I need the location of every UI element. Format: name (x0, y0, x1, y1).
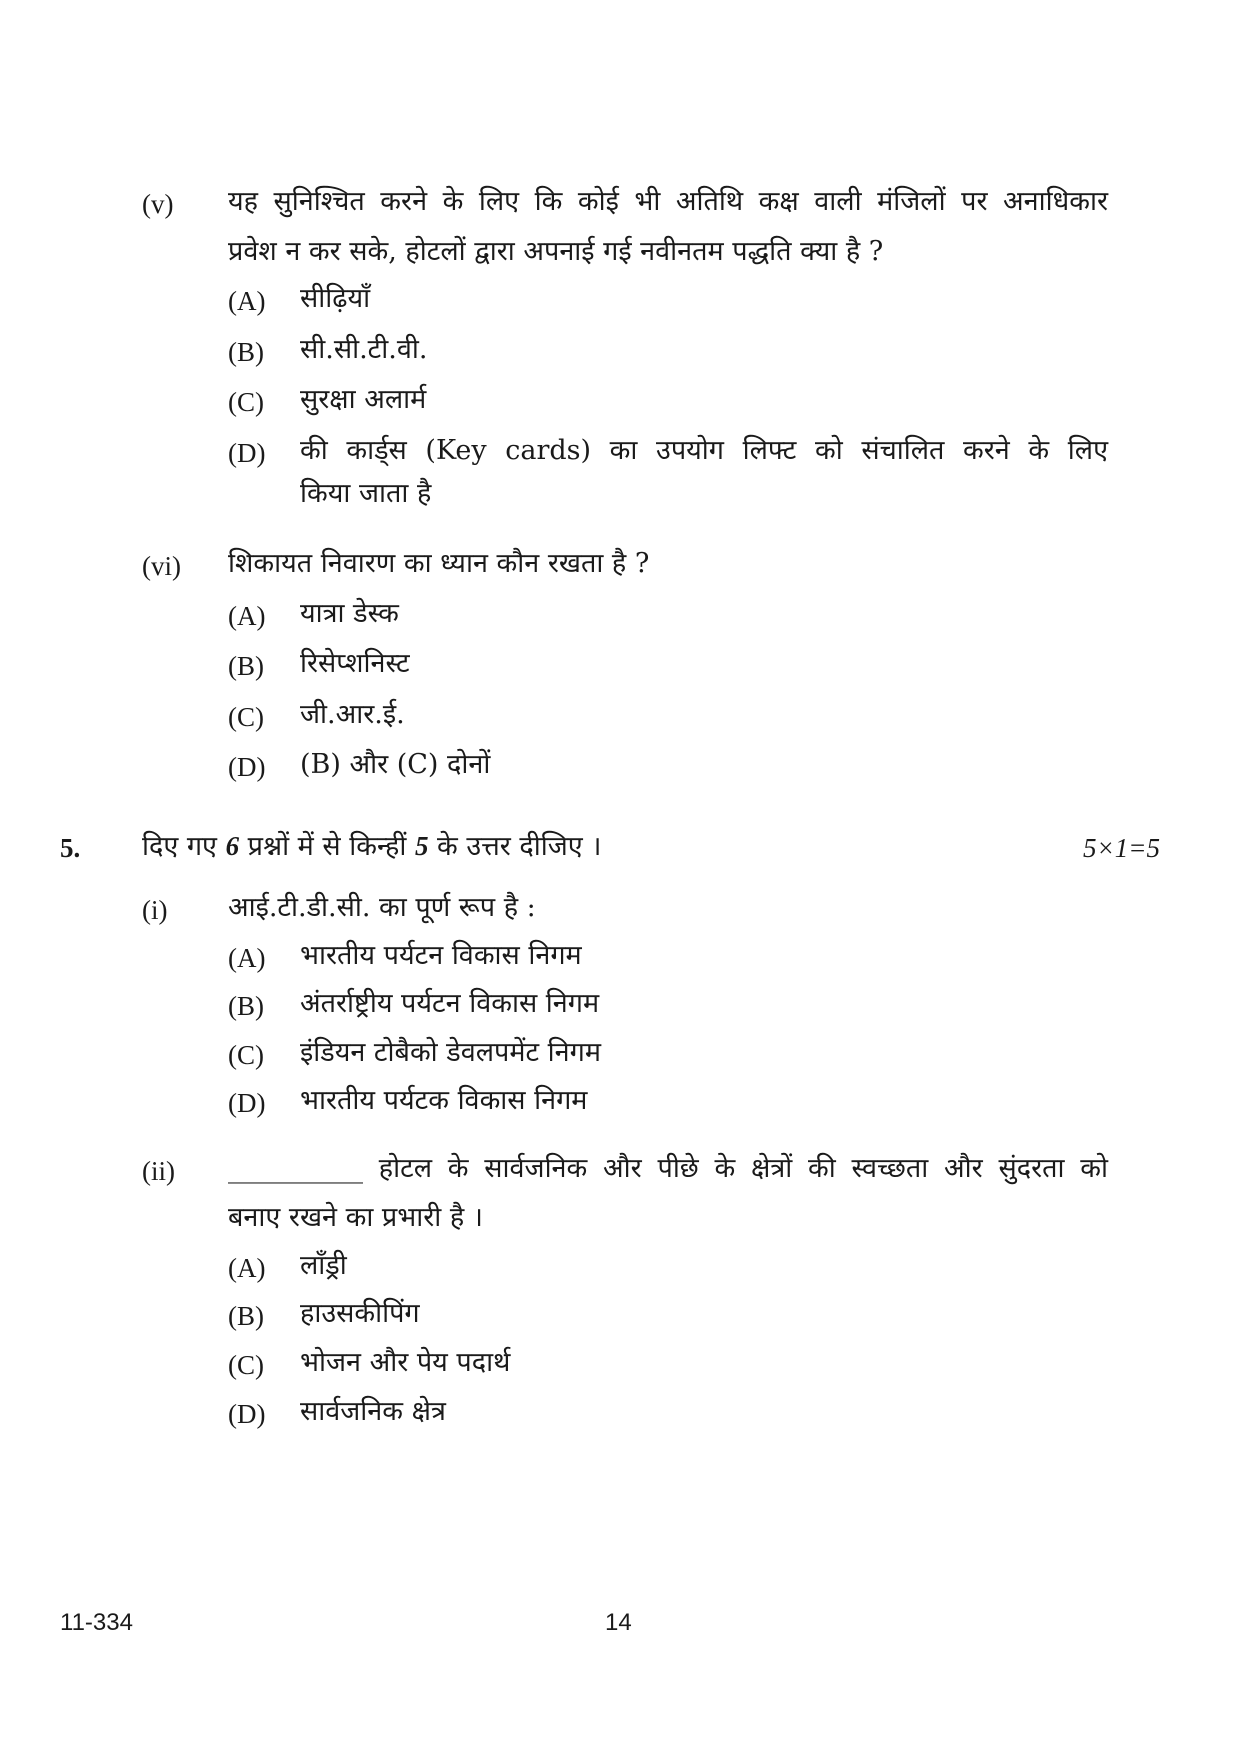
option-text: रिसेप्शनिस्ट (300, 648, 410, 679)
option-label: (D) (228, 752, 266, 782)
question-number: (i) (142, 895, 168, 925)
option-text: सार्वजनिक क्षेत्र (300, 1396, 446, 1427)
question-number: (vi) (142, 551, 181, 581)
option-text: सी.सी.टी.वी. (300, 334, 428, 365)
option-text: इंडियन टोबैको डेवलपमेंट निगम (300, 1037, 602, 1068)
option-label: (D) (228, 438, 266, 468)
option-text: यात्रा डेस्क (300, 598, 399, 629)
question-number: (ii) (142, 1156, 175, 1186)
option-label: (A) (228, 1253, 266, 1283)
option-label: (A) (228, 286, 266, 316)
question-text: __________ होटल के सार्वजनिक और पीछे के क्षेत्रों की स्वच्छता और सुंदरता को (228, 1153, 1108, 1184)
question-text: शिकायत निवारण का ध्यान कौन रखता है ? (228, 548, 650, 579)
question-text: बनाए रखने का प्रभारी है । (228, 1202, 484, 1233)
option-text: किया जाता है (300, 478, 432, 509)
option-text: जी.आर.ई. (300, 699, 405, 730)
question-heading-text: प्रश्नों में से किन्हीं (239, 831, 415, 862)
option-text: (B) और (C) दोनों (300, 749, 491, 780)
option-text: भारतीय पर्यटन विकास निगम (300, 940, 582, 971)
paper-code: 11-334 (60, 1609, 133, 1636)
option-label: (C) (228, 1350, 264, 1380)
question-count: 6 (225, 831, 240, 861)
option-text: सुरक्षा अलार्म (300, 384, 427, 415)
option-label: (D) (228, 1088, 266, 1118)
option-text: सीढ़ियाँ (300, 283, 371, 314)
question-number: 5. (60, 833, 81, 863)
question-text: यह सुनिश्चित करने के लिए कि कोई भी अतिथि कक्ष वाली मंजिलों पर अनाधिकार (228, 186, 1108, 217)
option-text: भोजन और पेय पदार्थ (300, 1347, 511, 1378)
option-label: (C) (228, 702, 264, 732)
option-text: हाउसकीपिंग (300, 1298, 420, 1329)
option-text: लाँड्री (300, 1250, 347, 1281)
question-number: (v) (142, 189, 174, 219)
question-heading-text: के उत्तर दीजिए । (428, 831, 602, 862)
question-text: आई.टी.डी.सी. का पूर्ण रूप है : (228, 892, 536, 923)
option-label: (B) (228, 651, 264, 681)
answer-count: 5 (414, 831, 429, 861)
question-heading-text: दिए गए (142, 831, 226, 862)
option-label: (B) (228, 1301, 264, 1331)
option-label: (A) (228, 943, 266, 973)
option-text: अंतर्राष्ट्रीय पर्यटन विकास निगम (300, 988, 600, 1019)
option-label: (B) (228, 991, 264, 1021)
marks-allotment: 5×1=5 (1083, 833, 1160, 863)
option-label: (D) (228, 1399, 266, 1429)
page-number: 14 (605, 1609, 632, 1636)
question-heading (142, 828, 602, 865)
option-label: (C) (228, 1040, 264, 1070)
option-label: (B) (228, 337, 264, 367)
option-text: की कार्ड्स (Key cards) का उपयोग लिफ्ट को संचालित करने के लिए (300, 435, 1108, 466)
option-label: (C) (228, 387, 264, 417)
option-label: (A) (228, 601, 266, 631)
option-text: भारतीय पर्यटक विकास निगम (300, 1085, 588, 1116)
question-text: प्रवेश न कर सके, होटलों द्वारा अपनाई गई नवीनतम पद्धति क्या है ? (228, 236, 884, 267)
